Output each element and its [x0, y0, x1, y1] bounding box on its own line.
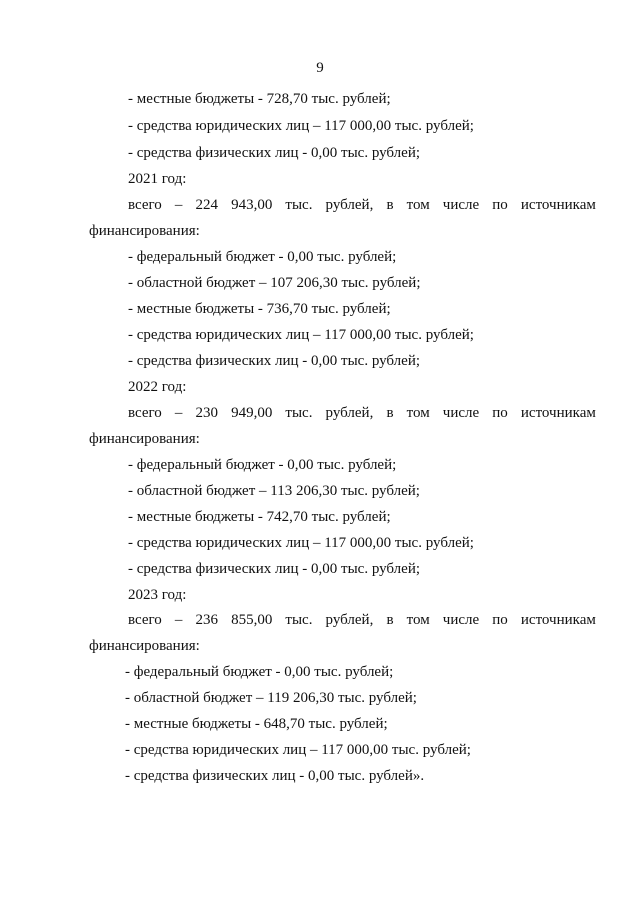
- total-word: по: [492, 612, 508, 628]
- year-total-2022: [128, 404, 596, 422]
- year-heading-2023: 2023 год:: [128, 587, 187, 603]
- funding-item-regional: - областной бюджет – 107 206,30 тыс. рублей;: [128, 275, 421, 291]
- total-word: источникам: [520, 405, 596, 421]
- total-word: 236: [195, 612, 218, 628]
- total-word: 949,00: [231, 405, 273, 421]
- total-word: числе: [442, 405, 480, 421]
- total-word: –: [174, 405, 183, 421]
- total-word: источникам: [520, 612, 596, 628]
- total-word: рублей,: [325, 612, 374, 628]
- funding-item-legal-entities: - средства юридических лиц – 117 000,00 тыс. рублей;: [125, 742, 471, 758]
- page-number: 9: [316, 60, 324, 76]
- total-word: 943,00: [231, 197, 273, 213]
- year-total-2021: [128, 196, 596, 214]
- funding-item-regional: - областной бюджет – 119 206,30 тыс. рублей;: [125, 690, 417, 706]
- total-word: 224: [195, 197, 218, 213]
- total-word: –: [174, 197, 183, 213]
- funding-item-individuals: - средства физических лиц - 0,00 тыс. рублей;: [128, 145, 421, 161]
- funding-item-individuals: - средства физических лиц - 0,00 тыс. рублей;: [128, 561, 421, 577]
- funding-item-federal: - федеральный бюджет - 0,00 тыс. рублей;: [128, 249, 397, 265]
- total-word: числе: [442, 612, 480, 628]
- funding-item-local: - местные бюджеты - 648,70 тыс. рублей;: [125, 716, 388, 732]
- total-word: рублей,: [325, 197, 374, 213]
- total-word: –: [174, 612, 183, 628]
- total-word: тыс.: [285, 405, 313, 421]
- total-word: по: [492, 405, 508, 421]
- funding-item-legal-entities: - средства юридических лиц – 117 000,00 тыс. рублей;: [128, 118, 474, 134]
- total-word: том: [406, 405, 430, 421]
- total-word: рублей,: [325, 405, 374, 421]
- year-total-continuation-2023: финансирования:: [89, 638, 200, 654]
- total-word: том: [406, 197, 430, 213]
- funding-item-individuals: - средства физических лиц - 0,00 тыс. рублей».: [125, 768, 425, 784]
- funding-item-individuals: - средства физических лиц - 0,00 тыс. рублей;: [128, 353, 421, 369]
- year-total-continuation-2022: финансирования:: [89, 431, 200, 447]
- total-word: всего: [128, 612, 162, 628]
- year-total-continuation-2021: финансирования:: [89, 223, 200, 239]
- total-word: том: [406, 612, 430, 628]
- total-word: в: [386, 405, 394, 421]
- total-word: всего: [128, 197, 162, 213]
- funding-item-regional: - областной бюджет – 113 206,30 тыс. рублей;: [128, 483, 420, 499]
- year-total-2023: [128, 611, 596, 629]
- total-word: по: [492, 197, 508, 213]
- total-word: тыс.: [285, 197, 313, 213]
- funding-item-federal: - федеральный бюджет - 0,00 тыс. рублей;: [125, 664, 394, 680]
- total-word: в: [386, 197, 394, 213]
- year-heading-2021: 2021 год:: [128, 171, 187, 187]
- funding-item-local: - местные бюджеты - 728,70 тыс. рублей;: [128, 91, 391, 107]
- funding-item-local: - местные бюджеты - 736,70 тыс. рублей;: [128, 301, 391, 317]
- year-heading-2022: 2022 год:: [128, 379, 187, 395]
- total-word: 230: [195, 405, 218, 421]
- total-word: числе: [442, 197, 480, 213]
- total-word: всего: [128, 405, 162, 421]
- total-word: в: [386, 612, 394, 628]
- funding-item-local: - местные бюджеты - 742,70 тыс. рублей;: [128, 509, 391, 525]
- funding-item-federal: - федеральный бюджет - 0,00 тыс. рублей;: [128, 457, 397, 473]
- funding-item-legal-entities: - средства юридических лиц – 117 000,00 тыс. рублей;: [128, 327, 474, 343]
- total-word: источникам: [520, 197, 596, 213]
- total-word: тыс.: [285, 612, 313, 628]
- total-word: 855,00: [231, 612, 273, 628]
- funding-item-legal-entities: - средства юридических лиц – 117 000,00 тыс. рублей;: [128, 535, 474, 551]
